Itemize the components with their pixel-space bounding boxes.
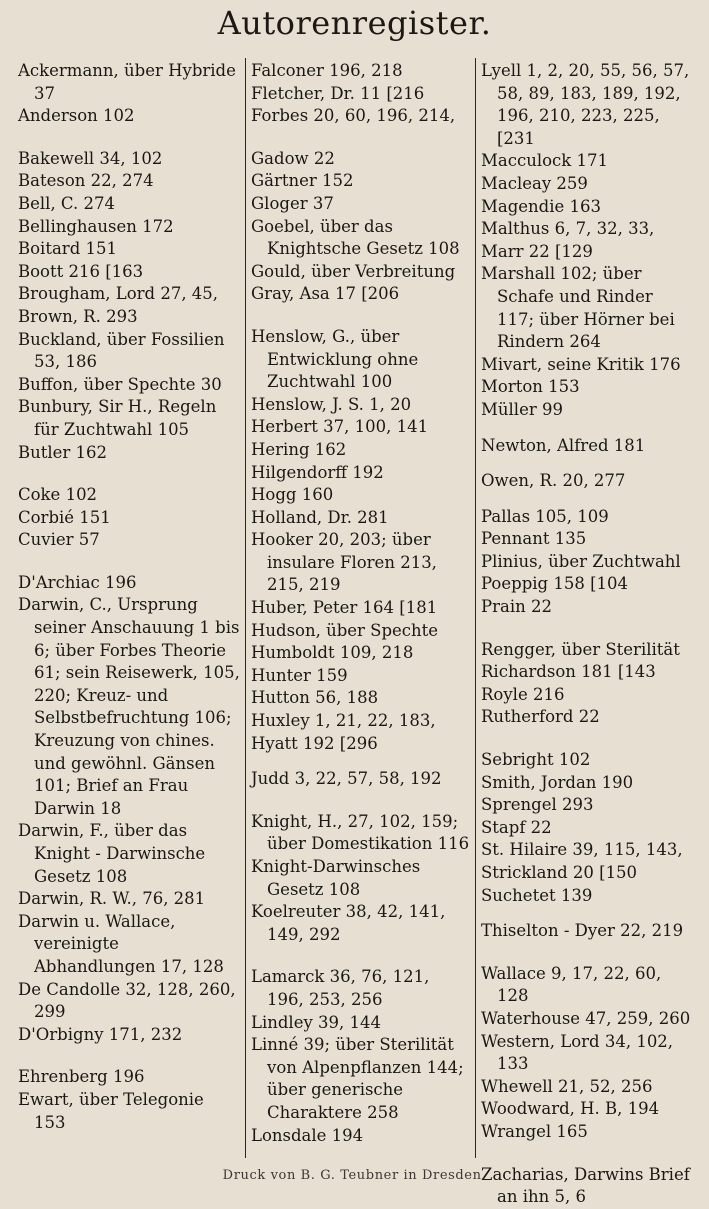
index-entry: Falconer 196, 218 (251, 61, 403, 80)
index-entry: Hogg 160 (251, 485, 334, 505)
index-entry: Prain 22 (481, 597, 552, 617)
index-entry: Bakewell 34, 102 (18, 148, 163, 168)
index-entry: Whewell 21, 52, 256 (481, 1076, 653, 1096)
index-column-2 (251, 60, 470, 1160)
index-entry: Marr 22 [129 (481, 241, 593, 261)
index-entry: Coke 102 (18, 485, 98, 505)
index-entry: De Candolle 32, 128, 260, 299 (18, 979, 236, 1022)
index-entry: Suchetet 139 (481, 885, 593, 905)
index-entry: Herbert 37, 100, 141 (251, 417, 429, 437)
index-entry: Cuvier 57 (18, 530, 100, 550)
index-entry: Marshall 102; über Schafe und Rinder 117; über Hörner bei Rindern 264 (481, 264, 675, 352)
index-entry: Knight-Darwinsches Gesetz 108 (251, 857, 421, 899)
index-entry: Morton 153 (481, 377, 580, 397)
index-entry: Gadow 22 (251, 148, 335, 168)
index-entry: Huxley 1, 21, 22, 183, (251, 711, 436, 731)
index-entry: Bateson 22, 274 (18, 171, 154, 191)
index-entry: Wallace 9, 17, 22, 60, 128 (481, 963, 662, 1006)
index-entry: Ehrenberg 196 (18, 1067, 145, 1087)
index-entry: Boott 216 [163 (18, 261, 144, 281)
index-entry: Bell, C. 274 (18, 193, 115, 213)
index-entry: Pennant 135 (481, 529, 587, 549)
index-entry: Sebright 102 (481, 750, 591, 770)
index-entry: Smith, Jordan 190 (481, 772, 634, 792)
index-entry: D'Archiac 196 (18, 572, 137, 592)
index-entry: St. Hilaire 39, 115, 143, (481, 840, 683, 860)
index-entry: Lyell 1, 2, 20, 55, 56, 57, 58, 89, 183, 189, 192, 196, 210, 223, 225, [231 (481, 61, 690, 148)
index-entry: Mivart, seine Kritik 176 (481, 354, 681, 374)
index-entry: Strickland 20 [150 (481, 863, 638, 882)
index-entry: Rengger, über Sterilität (481, 639, 680, 659)
index-entry: Hunter 159 (251, 665, 348, 685)
index-entry: Western, Lord 34, 102, 133 (481, 1031, 674, 1074)
index-entry: Holland, Dr. 281 (251, 507, 389, 527)
index-entry: Ewart, über Telegonie 153 (18, 1089, 204, 1132)
index-entry: Darwin u. Wallace, vereinigte Abhandlungen 17, 128 (18, 911, 224, 976)
index-entry: Gray, Asa 17 [206 (251, 284, 400, 304)
index-entry: D'Orbigny 171, 232 (18, 1024, 183, 1044)
index-entry: Newton, Alfred 181 (481, 435, 646, 455)
index-entry: Knight, H., 27, 102, 159; über Domestikation 116 (251, 811, 470, 854)
index-entry: Buffon, über Spechte 30 (18, 374, 222, 394)
index-entry: Stapf 22 (481, 817, 552, 837)
index-entry: Gärtner 152 (251, 171, 354, 191)
index-entry: Royle 216 (481, 684, 565, 704)
index-entry: Waterhouse 47, 259, 260 (481, 1008, 691, 1028)
index-entry: Judd 3, 22, 57, 58, 192 (251, 769, 442, 789)
index-entry: Henslow, J. S. 1, 20 (251, 394, 412, 414)
index-column-1 (18, 60, 240, 1160)
index-entry: Lindley 39, 144 (251, 1012, 382, 1032)
index-entry: Forbes 20, 60, 196, 214, (251, 106, 456, 126)
index-entry: Richardson 181 [143 (481, 662, 656, 682)
index-entry: Zacharias, Darwins Brief an ihn 5, 6 (481, 1164, 690, 1207)
index-entry: Poeppig 158 [104 (481, 574, 629, 594)
index-entry: Darwin, F., über das Knight - Darwinsche Gesetz 108 (18, 821, 206, 886)
column-divider (245, 58, 246, 1158)
index-column-3 (481, 60, 693, 1207)
index-entry: Butler 162 (18, 442, 108, 462)
index-entry: Lonsdale 194 (251, 1125, 364, 1145)
index-entry: Huber, Peter 164 [181 (251, 598, 438, 618)
index-entry: Hudson, über Spechte (251, 620, 439, 640)
page-title: Autorenregister. (217, 4, 492, 42)
index-entry: Macculock 171 (481, 151, 609, 171)
index-entry: Rutherford 22 (481, 707, 600, 727)
index-entry: Gloger 37 (251, 193, 334, 213)
index-entry: Brown, R. 293 (18, 306, 138, 326)
index-entry: Bellinghausen 172 (18, 216, 174, 236)
index-entry: Gould, über Verbreitung (251, 261, 456, 281)
index-entry: Anderson 102 (18, 106, 135, 126)
index-entry: Henslow, G., über Entwicklung ohne Zuchtwahl 100 (251, 326, 419, 392)
index-entry: Macleay 259 (481, 173, 588, 193)
index-entry: Woodward, H. B, 194 (481, 1099, 660, 1119)
index-entry: Müller 99 (481, 399, 563, 419)
index-entry: Brougham, Lord 27, 45, (18, 284, 219, 304)
index-entry: Hutton 56, 188 (251, 688, 379, 708)
index-entry: Bunbury, Sir H., Regeln für Zuchtwahl 105 (18, 397, 217, 439)
index-entry: Pallas 105, 109 (481, 506, 609, 526)
index-entry: Fletcher, Dr. 11 [216 (251, 83, 425, 103)
index-entry: Thiselton - Dyer 22, 219 (481, 921, 684, 941)
index-entry: Linné 39; über Sterilität von Alpenpflanzen 144; über generische Charaktere 258 (251, 1035, 464, 1122)
index-entry: Hering 162 (251, 439, 347, 459)
index-entry: Malthus 6, 7, 32, 33, (481, 219, 655, 239)
index-entry: Hilgendorff 192 (251, 462, 384, 482)
index-entry: Koelreuter 38, 42, 141, 149, 292 (251, 902, 446, 944)
index-entry: Darwin, C., Ursprung seiner Anschauung 1 bis 6; über Forbes Theorie 61; sein Reisewerk, 105, 220; Kreuz- und Selbstbefruchtung 106; Kreuzung von chines. und gewöhnl. Gänsen 101; Brief an Frau Darwin 18 (18, 595, 240, 818)
index-entry: Sprengel 293 (481, 795, 594, 815)
index-entry: Hyatt 192 [296 (251, 733, 378, 753)
index-entry: Hooker 20, 203; über insulare Floren 213, 215, 219 (251, 530, 437, 595)
index-entry: Ackermann, über Hybride 37 (18, 61, 236, 103)
index-entry: Lamarck 36, 76, 121, 196, 253, 256 (251, 967, 430, 1009)
index-entry: Darwin, R. W., 76, 281 (18, 889, 206, 909)
index-entry: Plinius, über Zuchtwahl (481, 551, 681, 571)
index-entry: Goebel, über das Knightsche Gesetz 108 (251, 216, 460, 259)
index-entry: Buckland, über Fossilien 53, 186 (18, 329, 225, 372)
index-entry: Magendie 163 (481, 196, 602, 216)
index-entry: Owen, R. 20, 277 (481, 471, 626, 491)
printer-imprint: Druck von B. G. Teubner in Dresden. (222, 1168, 487, 1183)
index-entry: Corbié 151 (18, 507, 111, 527)
column-divider (475, 58, 476, 1158)
index-entry: Boitard 151 (18, 239, 117, 259)
index-entry: Wrangel 165 (481, 1121, 588, 1141)
index-entry: Humboldt 109, 218 (251, 643, 414, 663)
